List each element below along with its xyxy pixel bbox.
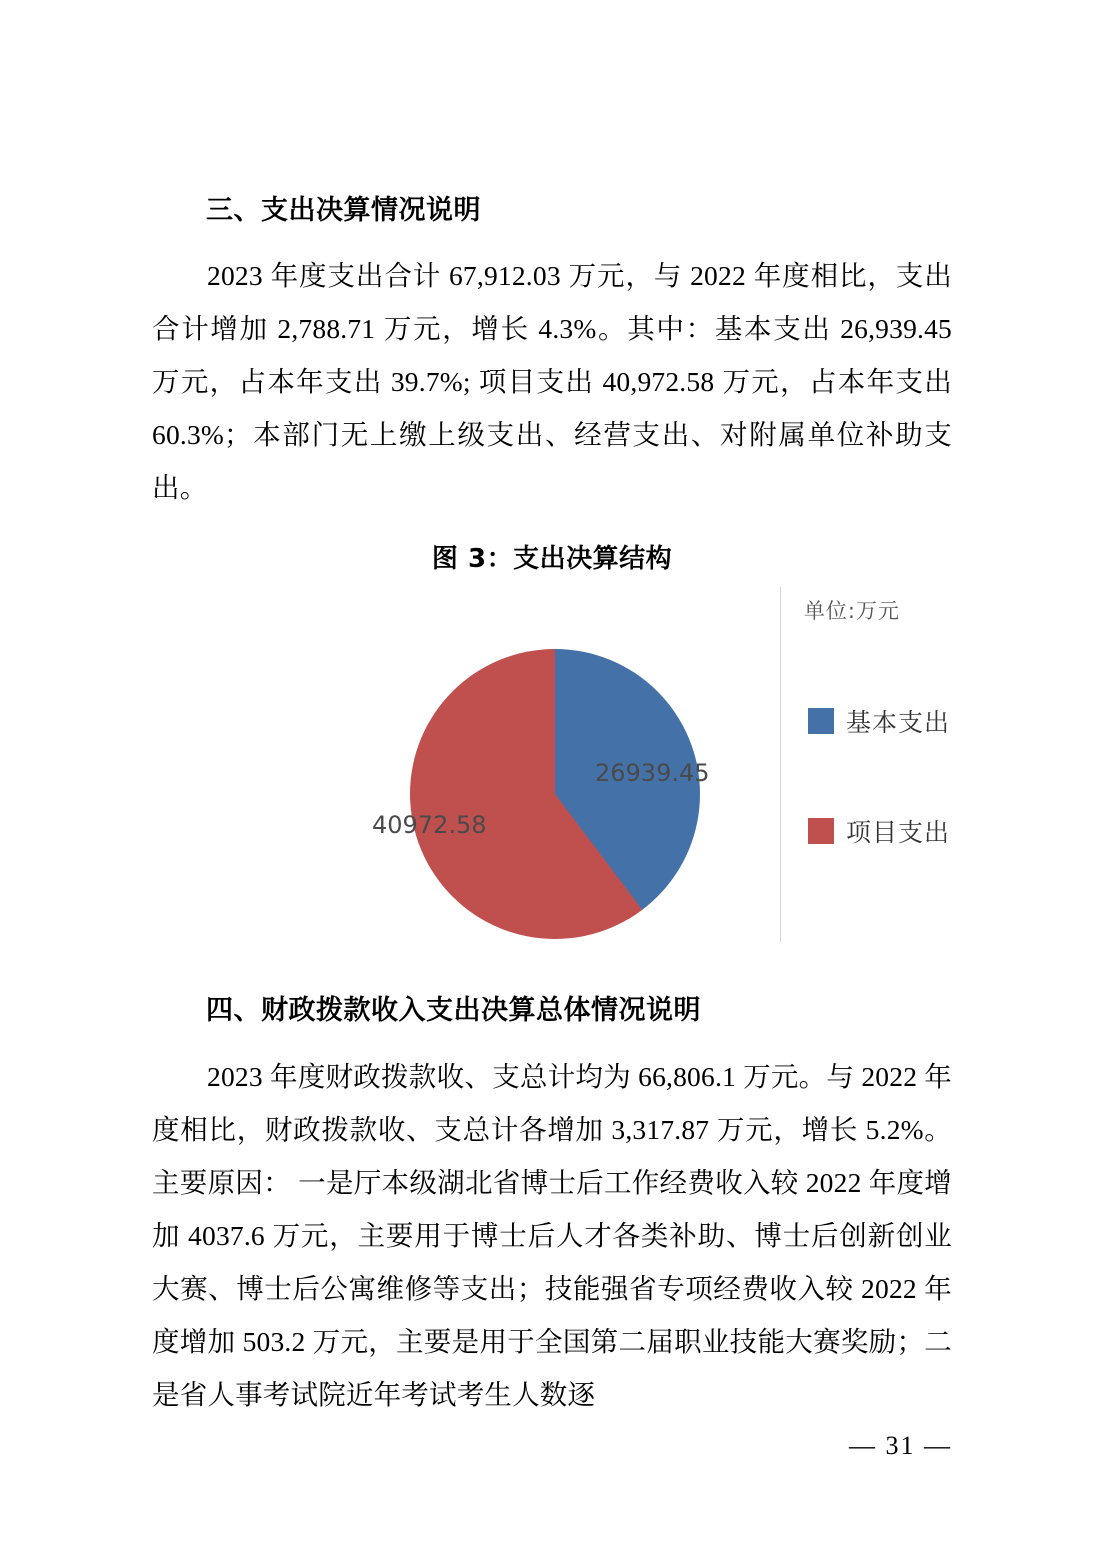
expenditure-pie-chart (180, 587, 951, 977)
legend-label-project: 项目支出 (846, 818, 951, 848)
legend-label-basic: 基本支出 (846, 708, 951, 738)
page-content (152, 195, 952, 1421)
pie-graphic (372, 649, 710, 939)
section-heading-4: 四、财政拨款收入支出决算总体情况说明 (206, 995, 701, 1027)
legend-item-basic (808, 703, 958, 739)
legend-swatch-project-icon (808, 818, 834, 844)
section-3-paragraph: 2023 年度支出合计 67,912.03 万元，与 2022 年度相比，支出合计增加 2,788.71 万元，增长 4.3%。其中：基本支出 26,939.45 万元，占本年支出 39.7%; 项目支出 40,972.58 万元，占本年支出 60.3%；本部门无上缴上级支出、经营支出、对附属单位补助支出。 (152, 260, 952, 504)
section-4-paragraph: 2023 年度财政拨款收、支总计均为 66,806.1 万元。与 2022 年度相比，财政拨款收、支总计各增加 3,317.87 万元，增长 5.2%。主要原因： 一是厅本级湖北省博士后工作经费收入较 2022 年度增加 4037.6 万元，主要用于博士后人才各类补助、博士后创新创业大赛、博士后公寓维修等支出；技能强省专项经费收入较 2022 年度增加 503.2 万元，主要是用于全国第二届职业技能大赛奖励；二是省人事考试院近年考试考生人数逐 (152, 1060, 952, 1410)
pie-slices (410, 649, 700, 939)
legend-swatch-basic-icon (808, 708, 834, 734)
legend-item-project (808, 813, 958, 849)
chart-unit-label: 单位:万元 (803, 599, 900, 624)
figure-title: 图 3：支出决算结构 (431, 544, 673, 575)
page-number: — 31 — (849, 1431, 952, 1460)
pie-label-basic: 26939.45 (595, 759, 710, 788)
chart-divider (780, 587, 781, 942)
section-heading-3: 三、支出决算情况说明 (206, 195, 481, 226)
pie-label-project: 40972.58 (372, 811, 487, 840)
chart-legend (808, 703, 958, 923)
